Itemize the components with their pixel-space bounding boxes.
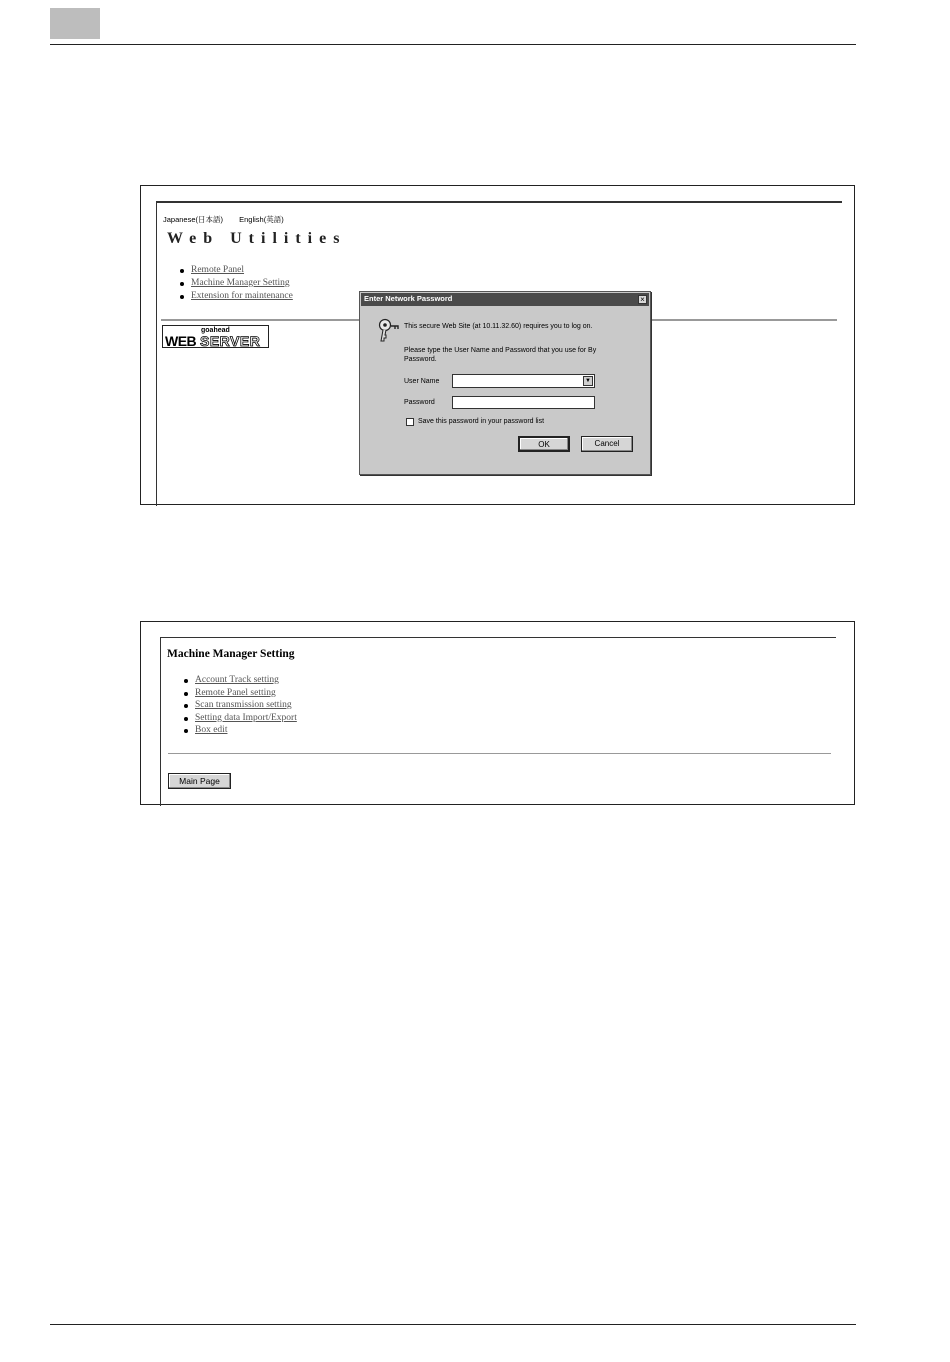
page-corner-tab	[50, 8, 100, 39]
utilities-menu	[179, 264, 293, 303]
logo-server-text: SERVER	[200, 333, 261, 349]
save-password-checkbox[interactable]	[406, 418, 414, 426]
box-edit-link[interactable]: Box edit	[195, 725, 228, 736]
lang-link-english[interactable]: English(英語)	[239, 215, 284, 224]
list-item	[179, 277, 293, 290]
ok-button[interactable]: OK	[518, 436, 570, 452]
password-field[interactable]	[452, 396, 595, 409]
header-rule	[50, 44, 856, 45]
setting-data-import-export-link[interactable]: Setting data Import/Export	[195, 712, 297, 723]
list-item	[183, 699, 297, 712]
remote-panel-setting-link[interactable]: Remote Panel setting	[195, 687, 276, 698]
list-item	[183, 712, 297, 725]
dialog-message: This secure Web Site (at 10.11.32.60) requires you to log on.	[404, 323, 593, 330]
list-item	[183, 674, 297, 687]
lang-link-japanese[interactable]: Japanese(日本語)	[163, 215, 224, 224]
top-rule	[160, 637, 836, 638]
language-links	[163, 214, 298, 225]
save-password-label: Save this password in your password list	[418, 418, 545, 425]
left-rule	[156, 201, 157, 506]
user-name-combobox[interactable]	[452, 374, 595, 388]
account-track-setting-link[interactable]: Account Track setting	[195, 675, 279, 685]
list-item	[179, 264, 293, 277]
list-item	[179, 290, 293, 303]
remote-panel-link[interactable]: Remote Panel	[191, 265, 245, 275]
left-rule	[160, 637, 161, 806]
footer-rule	[50, 1324, 856, 1325]
machine-manager-setting-link[interactable]: Machine Manager Setting	[191, 278, 290, 288]
page-title: Web Utilities	[167, 230, 347, 247]
list-item	[183, 724, 297, 737]
network-password-dialog	[359, 291, 651, 475]
chevron-down-icon[interactable]: ▼	[583, 376, 593, 386]
goahead-webserver-logo	[162, 325, 269, 348]
list-item	[183, 687, 297, 700]
dialog-titlebar	[361, 293, 649, 306]
scan-transmission-setting-link[interactable]: Scan transmission setting	[195, 700, 292, 711]
top-rule	[156, 201, 842, 203]
logo-goahead-text: goahead	[201, 327, 230, 334]
separator	[168, 753, 831, 754]
machine-manager-screenshot	[140, 621, 855, 805]
logo-web-text: WEB	[165, 333, 197, 349]
user-name-label: User Name	[404, 378, 440, 385]
extension-maintenance-link[interactable]: Extension for maintenance	[191, 291, 293, 301]
settings-menu	[183, 674, 297, 737]
cancel-button[interactable]: Cancel	[581, 436, 633, 452]
key-icon	[376, 317, 400, 343]
dialog-prompt: Please type the User Name and Password that you use for By Password.	[404, 347, 597, 363]
dialog-title: Enter Network Password	[364, 294, 453, 303]
close-icon[interactable]: ×	[638, 295, 647, 304]
page-title: Machine Manager Setting	[167, 648, 295, 660]
main-page-button[interactable]: Main Page	[168, 773, 231, 789]
web-utilities-screenshot	[140, 185, 855, 505]
password-label: Password	[404, 399, 435, 406]
